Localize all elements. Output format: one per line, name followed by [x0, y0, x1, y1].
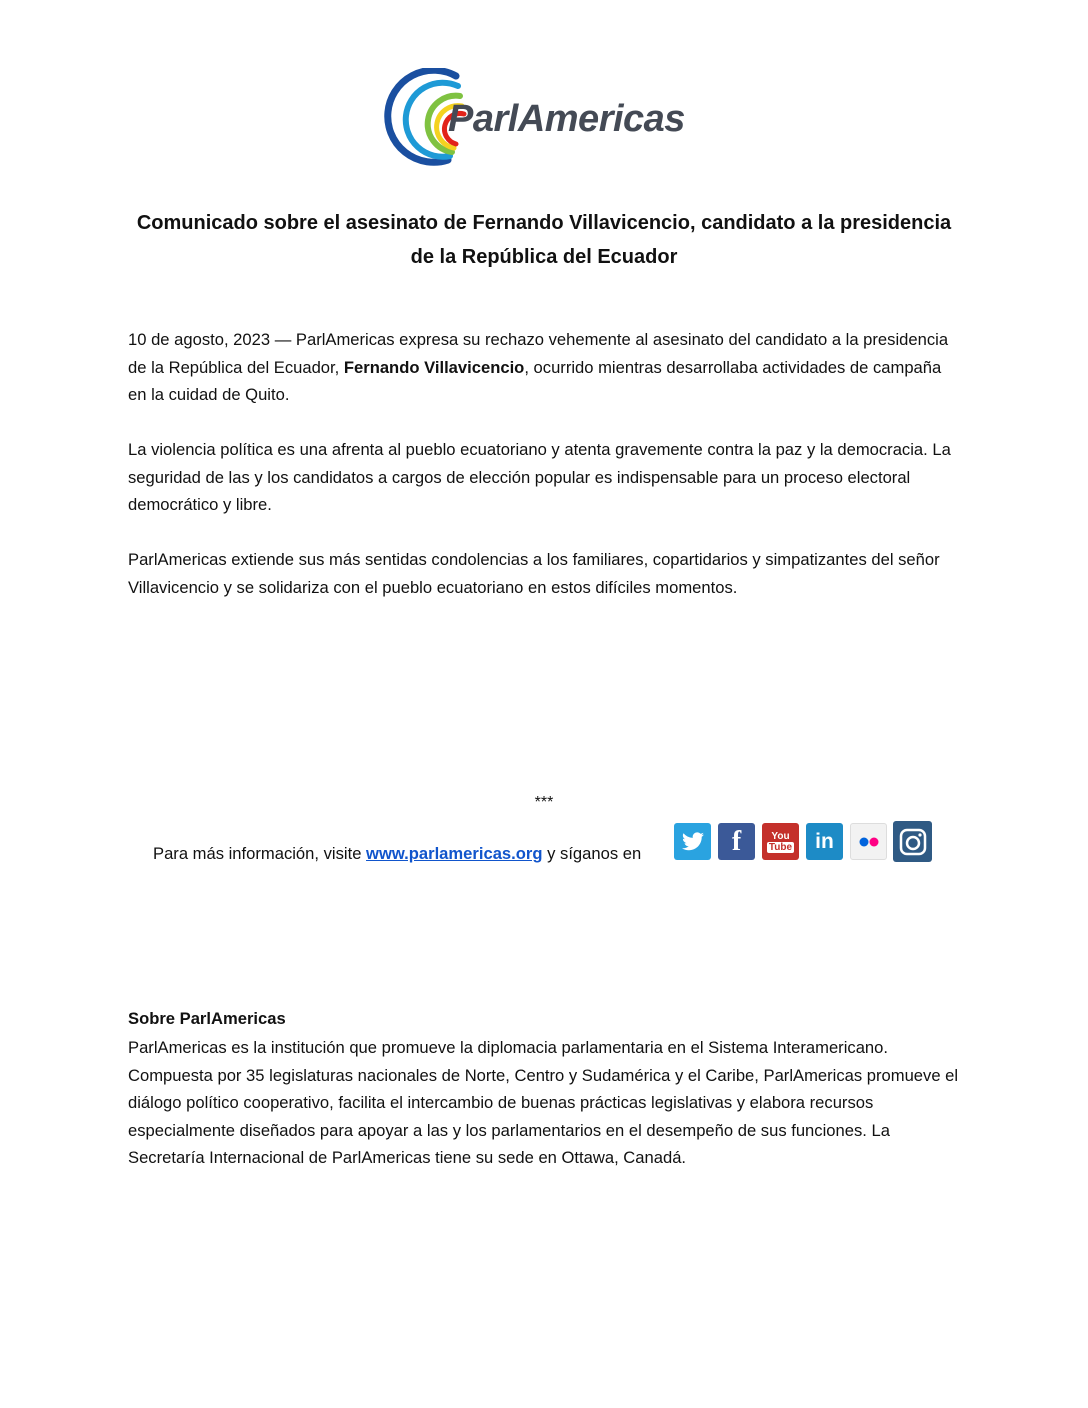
more-info-before: Para más información, visite: [153, 844, 367, 863]
about-text: ParlAmericas es la institución que promueve la diplomacia parlamentaria en el Sistema Interamericano. Compuesta por 35 legislaturas nacionales de Norte, Centro y Sudamérica y el Caribe, ParlAmericas promueve el diálogo político cooperativo, facilita el intercambio de buenas prácticas legislativas y elabora recursos especialmente diseñados para apoyar a las y los parlamentarios en el desempeño de sus funciones. La Secretaría Internacional de ParlAmericas tiene su sede en Ottawa, Canadá.: [128, 1038, 959, 1167]
page-title: [128, 206, 960, 274]
about-heading: Sobre ParlAmericas: [128, 1009, 286, 1028]
separator: ***: [534, 794, 554, 811]
paragraph-2: La violencia política es una afrenta al pueblo ecuatoriano y atenta gravemente contra la paz y la democracia. La seguridad de las y los candidatos a cargos de elección popular es indispensable para un proceso electoral democrático y libre.: [128, 440, 951, 514]
paragraph-1-after: , ocurrido mientras desarrollaba actividades de campaña en la cuidad de Quito.: [128, 357, 942, 404]
paragraph-1: [128, 326, 960, 409]
logo-text: ParlAmericas: [448, 98, 685, 140]
linkedin-icon[interactable]: in: [806, 823, 843, 860]
title-line-2: de la República del Ecuador: [410, 246, 678, 268]
twitter-icon[interactable]: [674, 823, 711, 860]
more-info-after: y síganos en: [542, 844, 642, 863]
youtube-icon[interactable]: You Tube: [762, 823, 799, 860]
flickr-icon[interactable]: [850, 823, 887, 860]
paragraph-3: ParlAmericas extiende sus más sentidas condolencias a los familiares, copartidarios y simpatizantes del señor Villavicencio y se solidariza con el pueblo ecuatoriano en estos difíciles momentos.: [128, 550, 940, 597]
parlamericas-logo: [378, 68, 718, 168]
more-info-line: [153, 844, 641, 864]
facebook-icon[interactable]: f: [718, 823, 755, 860]
paragraph-1-before: 10 de agosto, 2023 — ParlAmericas expresa su rechazo vehemente al asesinato del candidato a la presidencia de la República del Ecuador,: [128, 330, 949, 377]
paragraph-1-bold-name: Fernando Villavicencio: [343, 357, 525, 377]
website-link[interactable]: www.parlamericas.org: [366, 844, 543, 863]
title-line-1: Comunicado sobre el asesinato de Fernando Villavicencio, candidato a la presidencia: [136, 212, 952, 234]
instagram-icon[interactable]: [893, 821, 932, 862]
